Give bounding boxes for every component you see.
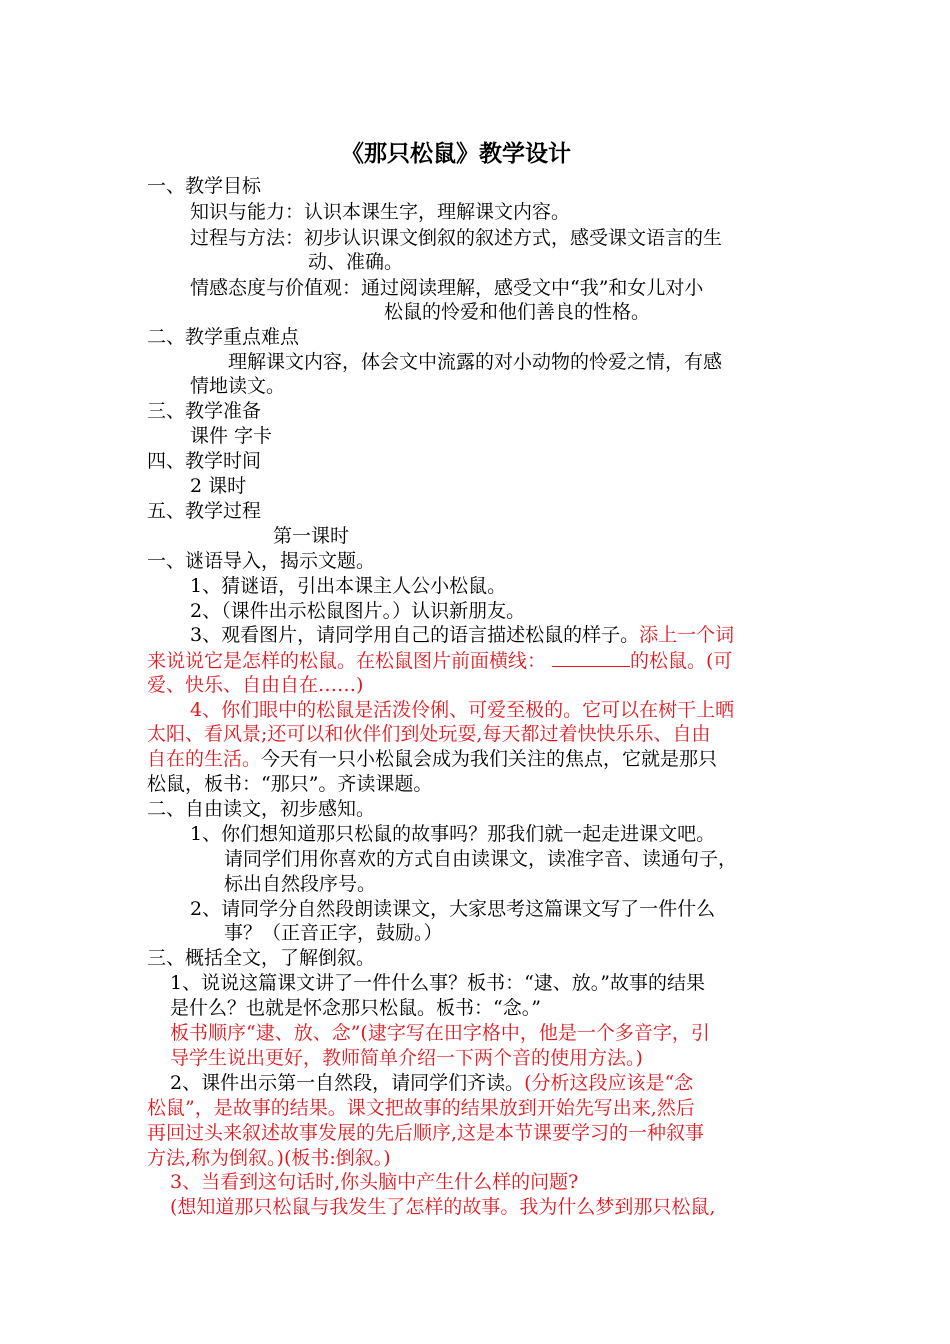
body-text: 三、概括全文，了解倒叙。	[147, 947, 376, 969]
text-line	[190, 226, 722, 250]
body-text: 理解课文内容，体会文中流露的对小动物的怜爱之情，有感	[228, 351, 723, 373]
body-text: 动、准确。	[308, 251, 404, 273]
body-text: 2、（课件出示松鼠图片。）认识新朋友。	[190, 600, 526, 622]
text-line	[224, 847, 737, 871]
body-text: 2、请同学分自然段朗读课文，大家思考这篇课文写了一件什么	[190, 898, 716, 920]
body-text: 二、教学重点难点	[147, 326, 300, 348]
text-line	[224, 872, 376, 896]
text-line	[147, 399, 261, 423]
body-text: 知识与能力：认识本课生字，理解课文内容。	[190, 201, 571, 223]
text-line	[190, 374, 285, 398]
text-line	[147, 673, 363, 697]
body-text: 今天有一只小松鼠会成为我们关注的焦点，它就是那只	[261, 748, 718, 770]
text-line	[147, 722, 710, 746]
body-text: 第一课时	[273, 525, 350, 547]
body-text: 3、观看图片，请同学用自己的语言描述松鼠的样子。	[190, 624, 640, 646]
body-text: 事？（正音正字，鼓励。）	[224, 922, 443, 944]
body-text: 松鼠的怜爱和他们善良的性格。	[384, 301, 651, 323]
text-line	[273, 524, 349, 548]
highlighted-text: 爱、快乐、自由自在……)	[147, 674, 364, 696]
text-line	[190, 599, 525, 623]
text-line	[147, 549, 375, 573]
text-line	[190, 822, 715, 846]
text-line	[190, 200, 570, 224]
body-text: 一、谜语导入，揭示文题。	[147, 550, 376, 572]
body-text: 松鼠，板书：“那只”。齐读课题。	[147, 773, 433, 795]
text-line	[190, 276, 703, 300]
highlighted-text: 导学生说出更好，教师简单介绍一下两个音的使用方法。)	[170, 1047, 643, 1069]
highlighted-text: 3、当看到这句话时,你头脑中产生什么样的问题?	[170, 1171, 579, 1193]
highlighted-text: 来说说它是怎样的松鼠。在松鼠图片前面横线：	[147, 650, 547, 672]
text-line	[190, 897, 715, 921]
text-line	[147, 449, 261, 473]
body-text: 四、教学时间	[147, 450, 262, 472]
text-line	[308, 250, 403, 274]
text-line	[147, 174, 261, 198]
highlighted-text: 太阳、看风景;还可以和伙伴们到处玩耍,每天都过着快快乐乐、自由	[147, 723, 711, 745]
text-line	[147, 1121, 704, 1145]
highlighted-text: 方法,称为倒叙。)(板书:倒叙。)	[147, 1147, 391, 1169]
fill-in-blank	[552, 648, 630, 667]
body-text: 请同学们用你喜欢的方式自由读课文，读准字音、读通句子，	[224, 848, 738, 870]
text-line	[170, 996, 541, 1020]
text-line	[170, 1071, 693, 1095]
text-line	[147, 772, 432, 796]
text-line	[384, 300, 650, 324]
body-text: 标出自然段序号。	[224, 873, 377, 895]
body-text: 一、教学目标	[147, 175, 262, 197]
body-text: 是什么？也就是怀念那只松鼠。板书：“念。”	[170, 997, 541, 1019]
body-text: 过程与方法：初步认识课文倒叙的叙述方式，感受课文语言的生	[190, 227, 723, 249]
text-line	[170, 971, 705, 995]
body-text: 2 课时	[190, 475, 247, 497]
body-text: 1、你们想知道那只松鼠的故事吗？那我们就一起走进课文吧。	[190, 823, 716, 845]
text-line	[147, 1146, 391, 1170]
text-line	[147, 946, 375, 970]
text-line	[190, 474, 246, 498]
highlighted-text: (想知道那只松鼠与我发生了怎样的故事。我为什么梦到那只松鼠,	[170, 1196, 716, 1218]
text-line	[147, 747, 717, 771]
body-text: 1、说说这篇课文讲了一件什么事？板书：“逮、放。”故事的结果	[170, 972, 706, 994]
text-line	[147, 499, 261, 523]
text-line	[190, 574, 506, 598]
text-line	[170, 1046, 643, 1070]
body-text: 三、教学准备	[147, 400, 262, 422]
highlighted-text: 的松鼠。(可	[630, 650, 733, 672]
highlighted-text: 板书顺序“逮、放、念”(逮字写在田字格中，他是一个多音字，引	[170, 1022, 710, 1044]
text-line	[224, 921, 443, 945]
highlighted-text: 添上一个词	[639, 624, 735, 646]
highlighted-text: 再回过头来叙述故事发展的先后顺序,这是本节课要学习的一种叙事	[147, 1122, 705, 1144]
body-text: 情感态度与价值观：通过阅读理解，感受文中“我”和女儿对小	[190, 277, 704, 299]
text-line	[170, 1170, 578, 1194]
body-text: 情地读文。	[190, 375, 286, 397]
text-line	[190, 623, 734, 647]
highlighted-text: (分析这段应该是“念	[524, 1072, 694, 1094]
body-text: 课件 字卡	[190, 425, 273, 447]
highlighted-text: 4、你们眼中的松鼠是活泼伶俐、可爱至极的。它可以在树干上晒	[190, 699, 735, 721]
text-line	[147, 648, 732, 673]
highlighted-text: 自在的生活。	[147, 748, 262, 770]
text-line	[170, 1021, 710, 1045]
text-line	[170, 1195, 715, 1219]
document-title: 《那只松鼠》教学设计	[341, 141, 571, 167]
text-line	[147, 797, 375, 821]
text-line	[228, 350, 722, 374]
body-text: 二、自由读文，初步感知。	[147, 798, 376, 820]
text-line	[190, 698, 734, 722]
text-line	[147, 325, 299, 349]
text-line	[147, 1096, 695, 1120]
text-line	[190, 424, 272, 448]
body-text: 五、教学过程	[147, 500, 262, 522]
body-text: 1、猜谜语，引出本课主人公小松鼠。	[190, 575, 507, 597]
highlighted-text: 松鼠”，是故事的结果。课文把故事的结果放到开始先写出来,然后	[147, 1097, 695, 1119]
body-text: 2、课件出示第一自然段，请同学们齐读。	[170, 1072, 525, 1094]
